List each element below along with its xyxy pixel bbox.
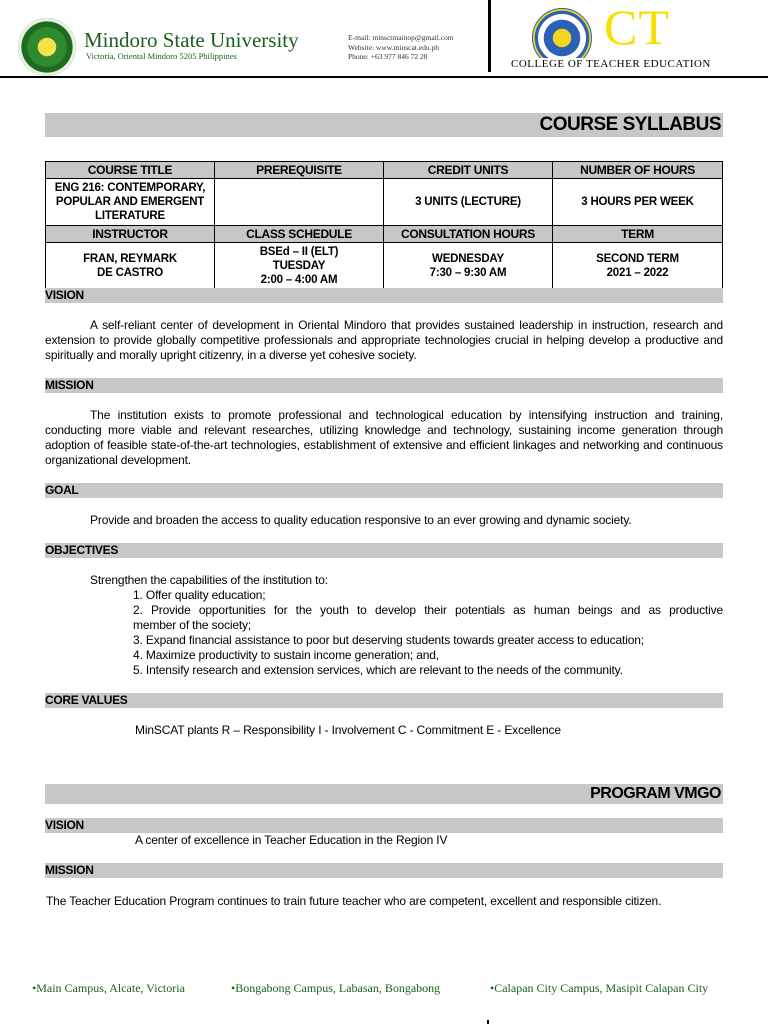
goal-heading: GOAL xyxy=(45,483,723,498)
class-schedule-cell xyxy=(215,243,384,290)
objectives-heading: OBJECTIVES xyxy=(45,543,723,558)
contact-email: E-mail: minsctmainop@gmail.com xyxy=(348,33,454,42)
mission-text: The institution exists to promote professional and technological education by intensifying instruction and training, conducting more viable and relevant researches, utilizing knowledge and technology, sustaining income generation through adoption of feasible state-of-the-art technologies, establishment of extensive and efficient linkages and networking and continuous organizational development. xyxy=(45,408,723,467)
instructor-cell xyxy=(46,243,215,290)
term-line: 2021 – 2022 xyxy=(606,267,669,279)
header-instructor: INSTRUCTOR xyxy=(46,226,215,243)
page-break-mark xyxy=(487,1020,489,1024)
list-item: member of the society; xyxy=(133,618,252,632)
objectives-list xyxy=(45,573,723,678)
contact-website: Website: www.minscat.edu.ph xyxy=(348,42,439,52)
header-divider xyxy=(488,0,491,72)
mission-heading: MISSION xyxy=(45,378,723,393)
footer-campus-main: •Main Campus, Alcate, Victoria xyxy=(32,981,185,995)
vision-paragraph xyxy=(45,318,723,363)
program-mission-heading: MISSION xyxy=(45,863,723,878)
college-name: COLLEGE OF TEACHER EDUCATION xyxy=(511,58,711,70)
prerequisite-cell xyxy=(215,179,384,226)
number-of-hours-cell: 3 HOURS PER WEEK xyxy=(553,179,723,226)
term-cell xyxy=(553,243,723,290)
college-logo-letters: CT xyxy=(604,0,670,55)
footer-campus-bongabong: •Bongabong Campus, Labasan, Bongabong xyxy=(231,981,441,995)
header-term: TERM xyxy=(553,226,723,243)
table-row xyxy=(46,179,723,226)
footer-campus-calapan: •Calapan City Campus, Masipit Calapan City xyxy=(490,981,709,995)
term-line: SECOND TERM xyxy=(596,253,679,265)
core-values-text: MinSCAT plants R – Responsibility I - Involvement C - Commitment E - Excellence xyxy=(135,723,561,737)
list-item: 1. Offer quality education; xyxy=(133,588,266,602)
core-values-heading: CORE VALUES xyxy=(45,693,723,708)
university-address: Victoria, Oriental Mindoro 5205 Philippines xyxy=(86,51,237,61)
page-title: COURSE SYLLABUS xyxy=(45,113,723,137)
consultation-line: 7:30 – 9:30 AM xyxy=(429,267,507,279)
schedule-line: BSEd – II (ELT) xyxy=(259,246,339,258)
program-vmgo-title: PROGRAM VMGO xyxy=(45,784,723,804)
table-header-row xyxy=(46,162,723,179)
mission-paragraph xyxy=(45,408,723,468)
university-seal-icon xyxy=(18,18,76,76)
vision-text: A self-reliant center of development in Oriental Mindoro that provides sustained leadership in instruction, research and extension to provide globally competitive professionals and appropriate technologies crucial in helping develop a productive and spiritually and morally upright citizenry, in a diverse yet cohesive society. xyxy=(45,318,723,362)
goal-paragraph xyxy=(45,513,723,528)
consultation-line: WEDNESDAY xyxy=(432,253,504,265)
instructor-line: DE CASTRO xyxy=(97,267,163,279)
consultation-hours-cell xyxy=(384,243,553,290)
contact-info xyxy=(348,33,454,62)
list-item: 5. Intensify research and extension services, which are relevant to the needs of the community. xyxy=(133,663,623,677)
program-vision-text: A center of excellence in Teacher Education in the Region IV xyxy=(135,833,448,847)
table-row xyxy=(46,243,723,290)
table-header-row xyxy=(46,226,723,243)
header-consultation-hours: CONSULTATION HOURS xyxy=(384,226,553,243)
list-item: 2. Provide opportunities for the youth to develop their potentials as human beings and as productive xyxy=(133,603,723,617)
course-info-table xyxy=(45,161,723,290)
program-mission-text: The Teacher Education Program continues to train future teacher who are competent, excellent and responsible citizen. xyxy=(46,894,662,908)
header-prerequisite: PREREQUISITE xyxy=(215,162,384,179)
vision-heading: VISION xyxy=(45,288,723,303)
instructor-line: FRAN, REYMARK xyxy=(83,253,177,265)
objectives-lead: Strengthen the capabilities of the institution to: xyxy=(90,573,328,587)
header-course-title: COURSE TITLE xyxy=(46,162,215,179)
goal-text: Provide and broaden the access to quality education responsive to an ever growing and dynamic society. xyxy=(90,513,632,527)
header-number-of-hours: NUMBER OF HOURS xyxy=(553,162,723,179)
letterhead xyxy=(0,0,768,78)
list-item: 4. Maximize productivity to sustain income generation; and, xyxy=(133,648,439,662)
header-credit-units: CREDIT UNITS xyxy=(384,162,553,179)
schedule-line: TUESDAY xyxy=(272,260,326,272)
program-vision-heading: VISION xyxy=(45,818,723,833)
credit-units-cell: 3 UNITS (LECTURE) xyxy=(384,179,553,226)
course-title-cell: ENG 216: CONTEMPORARY, POPULAR AND EMERGENT LITERATURE xyxy=(46,179,215,226)
header-class-schedule: CLASS SCHEDULE xyxy=(215,226,384,243)
schedule-line: 2:00 – 4:00 AM xyxy=(260,274,338,286)
university-name: Mindoro State University xyxy=(84,28,299,52)
contact-phone: Phone: +63 977 846 72 28 xyxy=(348,52,428,61)
list-item: 3. Expand financial assistance to poor but deserving students towards greater access to education; xyxy=(133,633,644,647)
